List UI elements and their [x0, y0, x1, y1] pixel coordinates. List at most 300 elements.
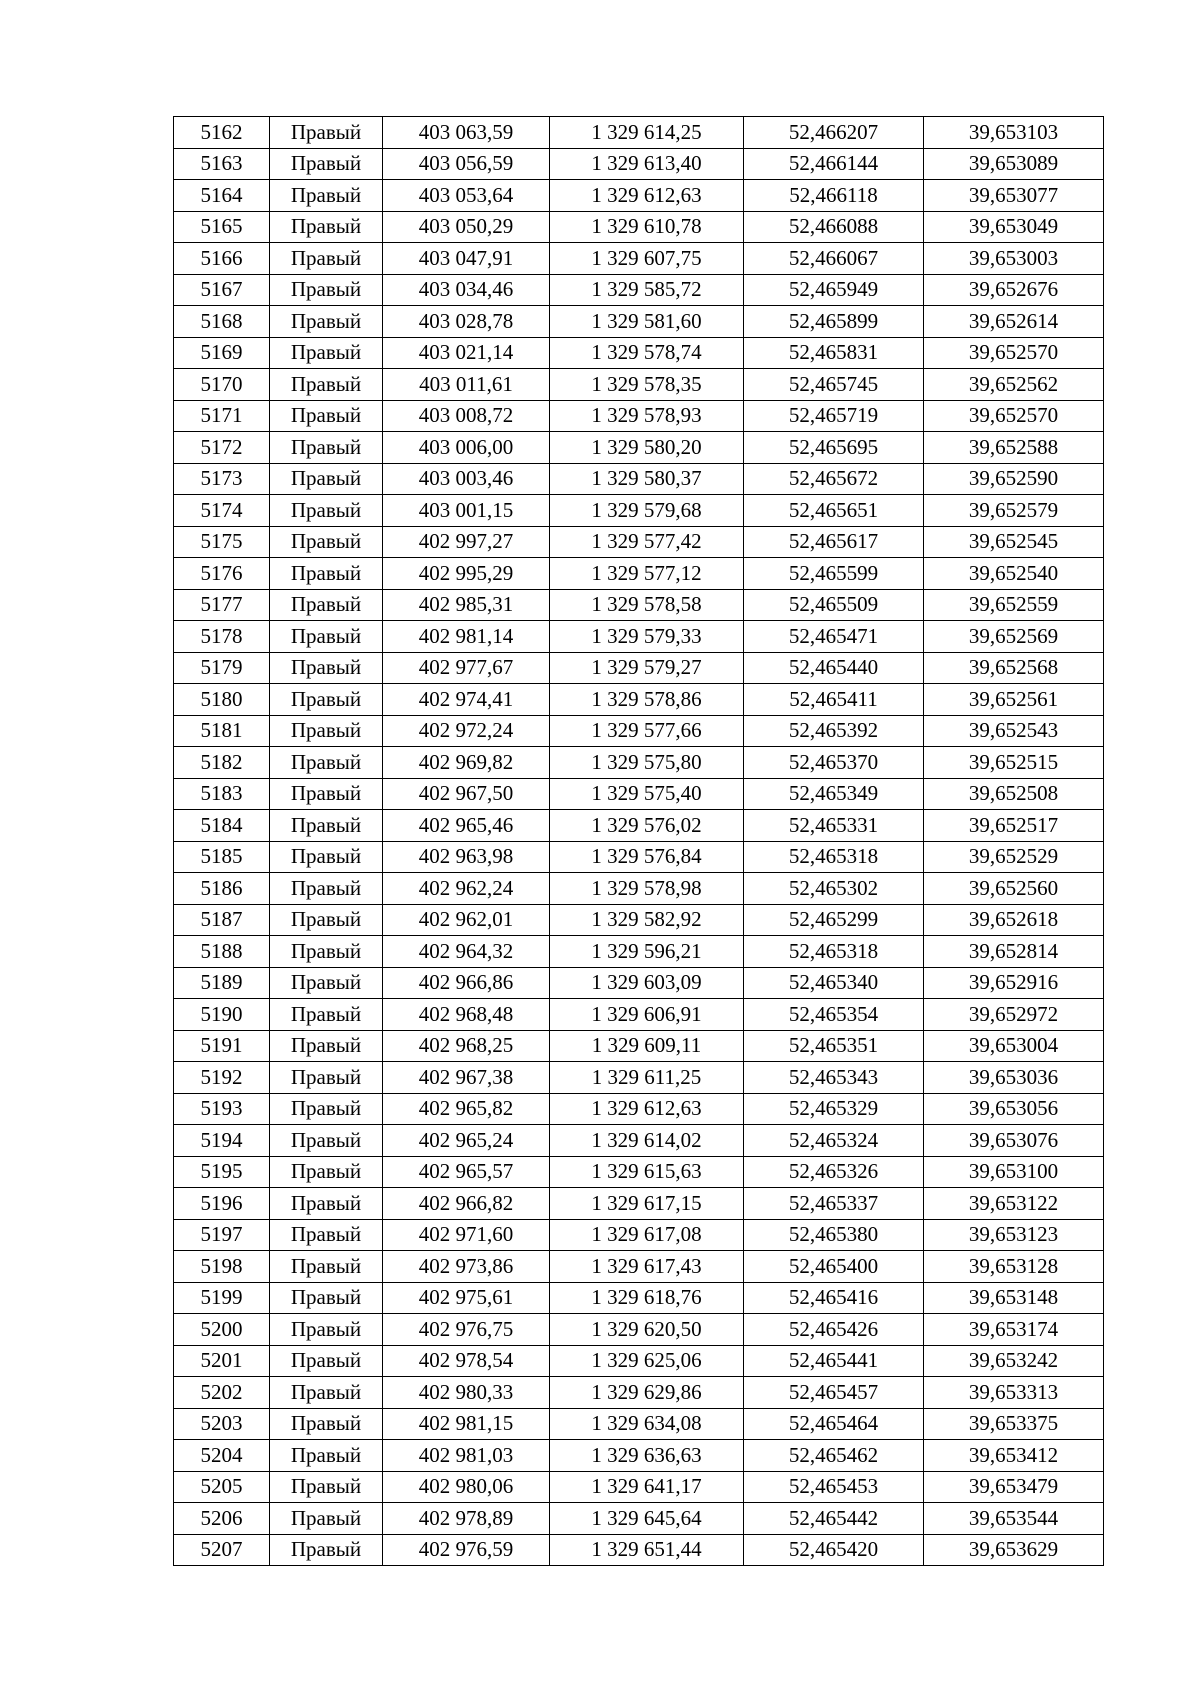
table-row: [174, 306, 1104, 338]
latitude-cell: 52,465719: [744, 400, 924, 432]
side-cell: Правый: [270, 1471, 383, 1503]
longitude-cell: 39,653412: [924, 1440, 1104, 1472]
y-coordinate-cell: 1 329 625,06: [550, 1345, 744, 1377]
side-cell: Правый: [270, 1156, 383, 1188]
x-coordinate-cell: 403 006,00: [383, 432, 550, 464]
longitude-cell: 39,652568: [924, 652, 1104, 684]
point-number-cell: 5176: [174, 558, 270, 590]
table-row: [174, 1314, 1104, 1346]
x-coordinate-cell: 402 976,75: [383, 1314, 550, 1346]
latitude-cell: 52,465351: [744, 1030, 924, 1062]
point-number-cell: 5188: [174, 936, 270, 968]
latitude-cell: 52,465400: [744, 1251, 924, 1283]
table-row: [174, 369, 1104, 401]
y-coordinate-cell: 1 329 620,50: [550, 1314, 744, 1346]
table-row: [174, 621, 1104, 653]
table-row: [174, 936, 1104, 968]
point-number-cell: 5169: [174, 337, 270, 369]
point-number-cell: 5197: [174, 1219, 270, 1251]
point-number-cell: 5182: [174, 747, 270, 779]
y-coordinate-cell: 1 329 617,08: [550, 1219, 744, 1251]
longitude-cell: 39,652540: [924, 558, 1104, 590]
side-cell: Правый: [270, 432, 383, 464]
longitude-cell: 39,652560: [924, 873, 1104, 905]
y-coordinate-cell: 1 329 612,63: [550, 180, 744, 212]
side-cell: Правый: [270, 211, 383, 243]
x-coordinate-cell: 403 021,14: [383, 337, 550, 369]
y-coordinate-cell: 1 329 615,63: [550, 1156, 744, 1188]
side-cell: Правый: [270, 1093, 383, 1125]
y-coordinate-cell: 1 329 575,40: [550, 778, 744, 810]
latitude-cell: 52,465411: [744, 684, 924, 716]
point-number-cell: 5171: [174, 400, 270, 432]
side-cell: Правый: [270, 337, 383, 369]
y-coordinate-cell: 1 329 613,40: [550, 148, 744, 180]
table-row: [174, 1534, 1104, 1566]
x-coordinate-cell: 403 003,46: [383, 463, 550, 495]
side-cell: Правый: [270, 841, 383, 873]
table-row: [174, 432, 1104, 464]
table-row: [174, 684, 1104, 716]
longitude-cell: 39,653122: [924, 1188, 1104, 1220]
x-coordinate-cell: 403 063,59: [383, 117, 550, 149]
longitude-cell: 39,652517: [924, 810, 1104, 842]
point-number-cell: 5186: [174, 873, 270, 905]
side-cell: Правый: [270, 999, 383, 1031]
y-coordinate-cell: 1 329 581,60: [550, 306, 744, 338]
point-number-cell: 5201: [174, 1345, 270, 1377]
longitude-cell: 39,652562: [924, 369, 1104, 401]
longitude-cell: 39,652579: [924, 495, 1104, 527]
point-number-cell: 5165: [174, 211, 270, 243]
side-cell: Правый: [270, 1251, 383, 1283]
latitude-cell: 52,466118: [744, 180, 924, 212]
y-coordinate-cell: 1 329 614,02: [550, 1125, 744, 1157]
latitude-cell: 52,465349: [744, 778, 924, 810]
latitude-cell: 52,465420: [744, 1534, 924, 1566]
table-row: [174, 841, 1104, 873]
point-number-cell: 5199: [174, 1282, 270, 1314]
x-coordinate-cell: 402 980,06: [383, 1471, 550, 1503]
longitude-cell: 39,653004: [924, 1030, 1104, 1062]
x-coordinate-cell: 402 962,01: [383, 904, 550, 936]
x-coordinate-cell: 402 974,41: [383, 684, 550, 716]
point-number-cell: 5207: [174, 1534, 270, 1566]
table-row: [174, 148, 1104, 180]
y-coordinate-cell: 1 329 603,09: [550, 967, 744, 999]
longitude-cell: 39,652559: [924, 589, 1104, 621]
x-coordinate-cell: 402 965,57: [383, 1156, 550, 1188]
y-coordinate-cell: 1 329 578,93: [550, 400, 744, 432]
point-number-cell: 5162: [174, 117, 270, 149]
latitude-cell: 52,465426: [744, 1314, 924, 1346]
x-coordinate-cell: 403 050,29: [383, 211, 550, 243]
point-number-cell: 5185: [174, 841, 270, 873]
side-cell: Правый: [270, 1188, 383, 1220]
y-coordinate-cell: 1 329 578,74: [550, 337, 744, 369]
table-row: [174, 117, 1104, 149]
y-coordinate-cell: 1 329 576,84: [550, 841, 744, 873]
x-coordinate-cell: 402 962,24: [383, 873, 550, 905]
longitude-cell: 39,653629: [924, 1534, 1104, 1566]
x-coordinate-cell: 402 975,61: [383, 1282, 550, 1314]
longitude-cell: 39,652570: [924, 337, 1104, 369]
latitude-cell: 52,465464: [744, 1408, 924, 1440]
y-coordinate-cell: 1 329 585,72: [550, 274, 744, 306]
side-cell: Правый: [270, 967, 383, 999]
latitude-cell: 52,465949: [744, 274, 924, 306]
longitude-cell: 39,653148: [924, 1282, 1104, 1314]
table-row: [174, 999, 1104, 1031]
point-number-cell: 5206: [174, 1503, 270, 1535]
point-number-cell: 5180: [174, 684, 270, 716]
x-coordinate-cell: 402 980,33: [383, 1377, 550, 1409]
longitude-cell: 39,652529: [924, 841, 1104, 873]
y-coordinate-cell: 1 329 614,25: [550, 117, 744, 149]
y-coordinate-cell: 1 329 578,58: [550, 589, 744, 621]
y-coordinate-cell: 1 329 580,20: [550, 432, 744, 464]
side-cell: Правый: [270, 526, 383, 558]
point-number-cell: 5183: [174, 778, 270, 810]
point-number-cell: 5179: [174, 652, 270, 684]
side-cell: Правый: [270, 1314, 383, 1346]
table-row: [174, 747, 1104, 779]
table-row: [174, 243, 1104, 275]
longitude-cell: 39,652972: [924, 999, 1104, 1031]
side-cell: Правый: [270, 1062, 383, 1094]
latitude-cell: 52,465509: [744, 589, 924, 621]
y-coordinate-cell: 1 329 578,98: [550, 873, 744, 905]
point-number-cell: 5184: [174, 810, 270, 842]
x-coordinate-cell: 402 966,82: [383, 1188, 550, 1220]
x-coordinate-cell: 403 047,91: [383, 243, 550, 275]
x-coordinate-cell: 402 963,98: [383, 841, 550, 873]
x-coordinate-cell: 402 981,15: [383, 1408, 550, 1440]
y-coordinate-cell: 1 329 641,17: [550, 1471, 744, 1503]
latitude-cell: 52,465324: [744, 1125, 924, 1157]
table-row: [174, 967, 1104, 999]
side-cell: Правый: [270, 810, 383, 842]
x-coordinate-cell: 402 981,03: [383, 1440, 550, 1472]
x-coordinate-cell: 403 001,15: [383, 495, 550, 527]
x-coordinate-cell: 402 968,48: [383, 999, 550, 1031]
point-number-cell: 5168: [174, 306, 270, 338]
y-coordinate-cell: 1 329 577,66: [550, 715, 744, 747]
point-number-cell: 5178: [174, 621, 270, 653]
longitude-cell: 39,653174: [924, 1314, 1104, 1346]
longitude-cell: 39,653089: [924, 148, 1104, 180]
point-number-cell: 5203: [174, 1408, 270, 1440]
side-cell: Правый: [270, 1125, 383, 1157]
x-coordinate-cell: 402 995,29: [383, 558, 550, 590]
x-coordinate-cell: 403 034,46: [383, 274, 550, 306]
longitude-cell: 39,652590: [924, 463, 1104, 495]
y-coordinate-cell: 1 329 596,21: [550, 936, 744, 968]
table-row: [174, 904, 1104, 936]
latitude-cell: 52,465471: [744, 621, 924, 653]
table-row: [174, 1125, 1104, 1157]
y-coordinate-cell: 1 329 577,12: [550, 558, 744, 590]
longitude-cell: 39,653003: [924, 243, 1104, 275]
point-number-cell: 5190: [174, 999, 270, 1031]
table-row: [174, 495, 1104, 527]
side-cell: Правый: [270, 274, 383, 306]
latitude-cell: 52,465899: [744, 306, 924, 338]
table-row: [174, 589, 1104, 621]
point-number-cell: 5164: [174, 180, 270, 212]
y-coordinate-cell: 1 329 617,15: [550, 1188, 744, 1220]
side-cell: Правый: [270, 180, 383, 212]
y-coordinate-cell: 1 329 617,43: [550, 1251, 744, 1283]
table-row: [174, 1471, 1104, 1503]
x-coordinate-cell: 402 967,38: [383, 1062, 550, 1094]
y-coordinate-cell: 1 329 575,80: [550, 747, 744, 779]
coordinates-table: [173, 116, 1104, 1566]
x-coordinate-cell: 402 978,89: [383, 1503, 550, 1535]
latitude-cell: 52,465462: [744, 1440, 924, 1472]
latitude-cell: 52,465331: [744, 810, 924, 842]
side-cell: Правый: [270, 1440, 383, 1472]
x-coordinate-cell: 402 964,32: [383, 936, 550, 968]
latitude-cell: 52,465442: [744, 1503, 924, 1535]
point-number-cell: 5191: [174, 1030, 270, 1062]
y-coordinate-cell: 1 329 578,86: [550, 684, 744, 716]
latitude-cell: 52,465599: [744, 558, 924, 590]
longitude-cell: 39,652545: [924, 526, 1104, 558]
y-coordinate-cell: 1 329 645,64: [550, 1503, 744, 1535]
point-number-cell: 5192: [174, 1062, 270, 1094]
latitude-cell: 52,465326: [744, 1156, 924, 1188]
x-coordinate-cell: 402 966,86: [383, 967, 550, 999]
point-number-cell: 5170: [174, 369, 270, 401]
x-coordinate-cell: 402 981,14: [383, 621, 550, 653]
side-cell: Правый: [270, 243, 383, 275]
longitude-cell: 39,653544: [924, 1503, 1104, 1535]
side-cell: Правый: [270, 936, 383, 968]
latitude-cell: 52,465441: [744, 1345, 924, 1377]
side-cell: Правый: [270, 904, 383, 936]
table-row: [174, 463, 1104, 495]
table-row: [174, 337, 1104, 369]
longitude-cell: 39,653049: [924, 211, 1104, 243]
y-coordinate-cell: 1 329 607,75: [550, 243, 744, 275]
coordinates-table-body: [174, 117, 1104, 1566]
point-number-cell: 5204: [174, 1440, 270, 1472]
side-cell: Правый: [270, 1219, 383, 1251]
point-number-cell: 5173: [174, 463, 270, 495]
y-coordinate-cell: 1 329 651,44: [550, 1534, 744, 1566]
point-number-cell: 5181: [174, 715, 270, 747]
table-row: [174, 1345, 1104, 1377]
side-cell: Правый: [270, 463, 383, 495]
y-coordinate-cell: 1 329 579,27: [550, 652, 744, 684]
table-row: [174, 778, 1104, 810]
x-coordinate-cell: 402 965,82: [383, 1093, 550, 1125]
table-row: [174, 1030, 1104, 1062]
side-cell: Правый: [270, 747, 383, 779]
table-row: [174, 180, 1104, 212]
side-cell: Правый: [270, 1377, 383, 1409]
latitude-cell: 52,465745: [744, 369, 924, 401]
point-number-cell: 5198: [174, 1251, 270, 1283]
latitude-cell: 52,465337: [744, 1188, 924, 1220]
x-coordinate-cell: 402 985,31: [383, 589, 550, 621]
latitude-cell: 52,465440: [744, 652, 924, 684]
table-row: [174, 1156, 1104, 1188]
y-coordinate-cell: 1 329 618,76: [550, 1282, 744, 1314]
side-cell: Правый: [270, 369, 383, 401]
latitude-cell: 52,465370: [744, 747, 924, 779]
y-coordinate-cell: 1 329 636,63: [550, 1440, 744, 1472]
longitude-cell: 39,653375: [924, 1408, 1104, 1440]
table-row: [174, 715, 1104, 747]
x-coordinate-cell: 402 976,59: [383, 1534, 550, 1566]
side-cell: Правый: [270, 148, 383, 180]
side-cell: Правый: [270, 652, 383, 684]
point-number-cell: 5202: [174, 1377, 270, 1409]
longitude-cell: 39,653076: [924, 1125, 1104, 1157]
latitude-cell: 52,465340: [744, 967, 924, 999]
longitude-cell: 39,653036: [924, 1062, 1104, 1094]
x-coordinate-cell: 402 972,24: [383, 715, 550, 747]
longitude-cell: 39,652570: [924, 400, 1104, 432]
y-coordinate-cell: 1 329 606,91: [550, 999, 744, 1031]
latitude-cell: 52,465453: [744, 1471, 924, 1503]
x-coordinate-cell: 402 967,50: [383, 778, 550, 810]
point-number-cell: 5200: [174, 1314, 270, 1346]
x-coordinate-cell: 403 056,59: [383, 148, 550, 180]
longitude-cell: 39,653128: [924, 1251, 1104, 1283]
table-row: [174, 400, 1104, 432]
side-cell: Правый: [270, 1030, 383, 1062]
latitude-cell: 52,465416: [744, 1282, 924, 1314]
point-number-cell: 5167: [174, 274, 270, 306]
y-coordinate-cell: 1 329 579,33: [550, 621, 744, 653]
point-number-cell: 5205: [174, 1471, 270, 1503]
longitude-cell: 39,652543: [924, 715, 1104, 747]
point-number-cell: 5177: [174, 589, 270, 621]
y-coordinate-cell: 1 329 609,11: [550, 1030, 744, 1062]
latitude-cell: 52,465695: [744, 432, 924, 464]
table-row: [174, 274, 1104, 306]
side-cell: Правый: [270, 715, 383, 747]
x-coordinate-cell: 403 028,78: [383, 306, 550, 338]
longitude-cell: 39,652569: [924, 621, 1104, 653]
side-cell: Правый: [270, 621, 383, 653]
longitude-cell: 39,653242: [924, 1345, 1104, 1377]
latitude-cell: 52,465457: [744, 1377, 924, 1409]
y-coordinate-cell: 1 329 634,08: [550, 1408, 744, 1440]
side-cell: Правый: [270, 684, 383, 716]
table-row: [174, 1093, 1104, 1125]
point-number-cell: 5193: [174, 1093, 270, 1125]
point-number-cell: 5163: [174, 148, 270, 180]
table-row: [174, 211, 1104, 243]
latitude-cell: 52,465318: [744, 936, 924, 968]
latitude-cell: 52,465392: [744, 715, 924, 747]
table-row: [174, 1282, 1104, 1314]
latitude-cell: 52,465617: [744, 526, 924, 558]
side-cell: Правый: [270, 1345, 383, 1377]
side-cell: Правый: [270, 400, 383, 432]
side-cell: Правый: [270, 873, 383, 905]
y-coordinate-cell: 1 329 611,25: [550, 1062, 744, 1094]
longitude-cell: 39,653479: [924, 1471, 1104, 1503]
x-coordinate-cell: 403 053,64: [383, 180, 550, 212]
x-coordinate-cell: 403 011,61: [383, 369, 550, 401]
table-row: [174, 873, 1104, 905]
latitude-cell: 52,465354: [744, 999, 924, 1031]
latitude-cell: 52,465302: [744, 873, 924, 905]
table-row: [174, 652, 1104, 684]
latitude-cell: 52,466088: [744, 211, 924, 243]
longitude-cell: 39,653056: [924, 1093, 1104, 1125]
table-row: [174, 1188, 1104, 1220]
side-cell: Правый: [270, 306, 383, 338]
point-number-cell: 5189: [174, 967, 270, 999]
longitude-cell: 39,652508: [924, 778, 1104, 810]
y-coordinate-cell: 1 329 579,68: [550, 495, 744, 527]
table-row: [174, 1251, 1104, 1283]
point-number-cell: 5166: [174, 243, 270, 275]
latitude-cell: 52,465651: [744, 495, 924, 527]
side-cell: Правый: [270, 495, 383, 527]
longitude-cell: 39,652561: [924, 684, 1104, 716]
side-cell: Правый: [270, 589, 383, 621]
x-coordinate-cell: 402 968,25: [383, 1030, 550, 1062]
x-coordinate-cell: 402 971,60: [383, 1219, 550, 1251]
latitude-cell: 52,466067: [744, 243, 924, 275]
longitude-cell: 39,652618: [924, 904, 1104, 936]
side-cell: Правый: [270, 1408, 383, 1440]
side-cell: Правый: [270, 1282, 383, 1314]
x-coordinate-cell: 402 965,46: [383, 810, 550, 842]
table-row: [174, 558, 1104, 590]
table-row: [174, 1377, 1104, 1409]
x-coordinate-cell: 403 008,72: [383, 400, 550, 432]
longitude-cell: 39,653313: [924, 1377, 1104, 1409]
x-coordinate-cell: 402 973,86: [383, 1251, 550, 1283]
longitude-cell: 39,652515: [924, 747, 1104, 779]
y-coordinate-cell: 1 329 582,92: [550, 904, 744, 936]
x-coordinate-cell: 402 997,27: [383, 526, 550, 558]
longitude-cell: 39,653077: [924, 180, 1104, 212]
longitude-cell: 39,653103: [924, 117, 1104, 149]
table-row: [174, 810, 1104, 842]
point-number-cell: 5174: [174, 495, 270, 527]
x-coordinate-cell: 402 978,54: [383, 1345, 550, 1377]
longitude-cell: 39,653123: [924, 1219, 1104, 1251]
point-number-cell: 5194: [174, 1125, 270, 1157]
y-coordinate-cell: 1 329 576,02: [550, 810, 744, 842]
y-coordinate-cell: 1 329 580,37: [550, 463, 744, 495]
table-row: [174, 1408, 1104, 1440]
point-number-cell: 5195: [174, 1156, 270, 1188]
latitude-cell: 52,466207: [744, 117, 924, 149]
point-number-cell: 5175: [174, 526, 270, 558]
y-coordinate-cell: 1 329 578,35: [550, 369, 744, 401]
longitude-cell: 39,652676: [924, 274, 1104, 306]
latitude-cell: 52,465318: [744, 841, 924, 873]
latitude-cell: 52,465299: [744, 904, 924, 936]
x-coordinate-cell: 402 969,82: [383, 747, 550, 779]
side-cell: Правый: [270, 1534, 383, 1566]
x-coordinate-cell: 402 965,24: [383, 1125, 550, 1157]
table-row: [174, 1503, 1104, 1535]
latitude-cell: 52,465831: [744, 337, 924, 369]
y-coordinate-cell: 1 329 612,63: [550, 1093, 744, 1125]
side-cell: Правый: [270, 778, 383, 810]
